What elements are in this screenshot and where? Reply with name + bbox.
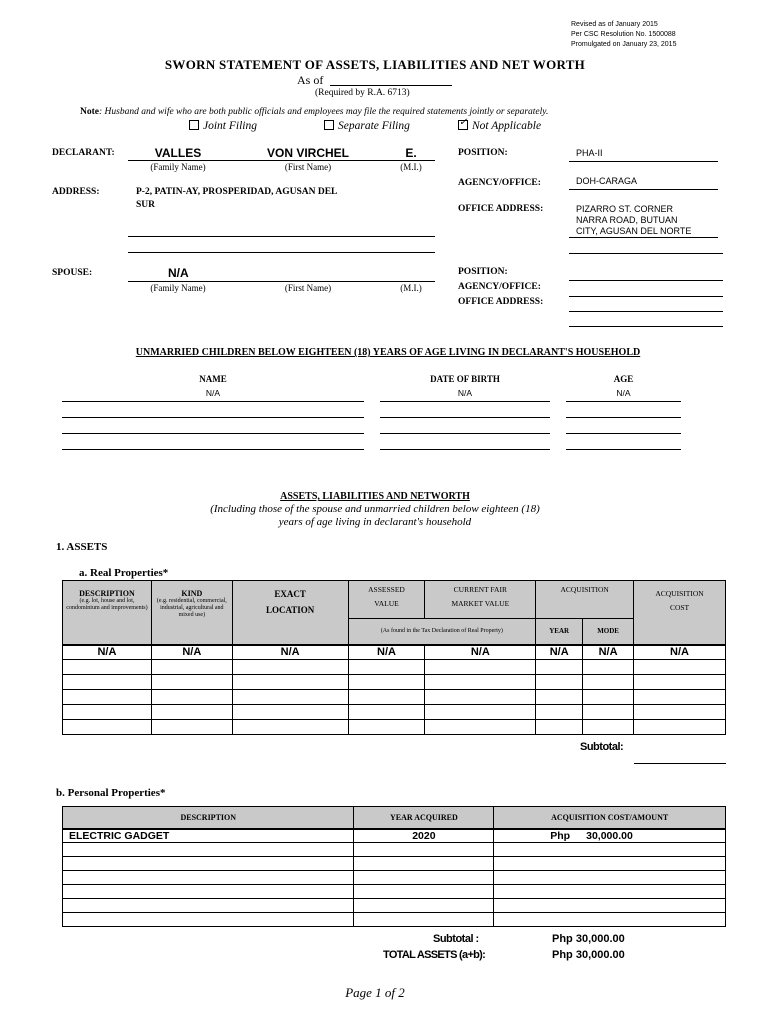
address-line-a	[128, 236, 435, 237]
office-address-label: OFFICE ADDRESS:	[458, 204, 544, 214]
real-mode-header: MODE	[583, 619, 634, 645]
spouse-first-caption: (First Name)	[284, 283, 332, 293]
table-row	[63, 690, 726, 705]
declarant-label: DECLARANT:	[52, 148, 115, 158]
spouse-family-caption: (Family Name)	[150, 283, 206, 293]
assets-heading: 1. ASSETS	[56, 541, 108, 553]
table-row	[63, 675, 726, 690]
real-cost-header: ACQUISITION COST	[634, 581, 726, 645]
spouse-agency-label: AGENCY/OFFICE:	[458, 282, 541, 292]
address-label: ADDRESS:	[52, 187, 100, 197]
not-applicable-option[interactable]: ✓ Not Applicable	[458, 120, 541, 132]
required-by: (Required by R.A. 6713)	[315, 88, 410, 98]
not-applicable-checkbox[interactable]	[458, 120, 468, 130]
declarant-first[interactable]: VON VIRCHEL	[266, 146, 349, 160]
first-caption: (First Name)	[284, 162, 332, 172]
real-properties-table	[62, 580, 726, 735]
alnw-sub-1: (Including those of the spouse and unmarried children below eighteen (18)	[210, 503, 540, 515]
table-row	[63, 705, 726, 720]
agency-line	[569, 189, 718, 190]
note-text: : Husband and wife who are both public officials and employees may file the required statements jointly or separately.	[99, 107, 549, 117]
address-line-1[interactable]: P-2, PATIN-AY, PROSPERIDAD, AGUSAN DEL	[136, 187, 338, 197]
address-line-2[interactable]: SUR	[136, 200, 156, 210]
children-age-value[interactable]: N/A	[616, 388, 631, 398]
separate-checkbox[interactable]	[324, 120, 334, 130]
spouse-agency-line[interactable]	[569, 296, 723, 297]
spouse-position-line[interactable]	[569, 280, 723, 281]
spouse-office-label: OFFICE ADDRESS:	[458, 297, 544, 307]
declarant-mi[interactable]: E.	[405, 146, 417, 160]
separate-filing-option[interactable]: Separate Filing	[324, 120, 410, 132]
table-row	[63, 871, 726, 885]
real-fair-header: CURRENT FAIR MARKET VALUE	[425, 581, 536, 619]
address-line-b	[128, 252, 435, 253]
real-location-header: EXACT LOCATION	[232, 581, 348, 645]
spouse-office-line-a[interactable]	[569, 311, 723, 312]
declarant-family[interactable]: VALLES	[154, 146, 202, 160]
resolution-text: Per CSC Resolution No. 1500088	[571, 31, 676, 38]
children-age-header: AGE	[613, 374, 634, 384]
table-row	[63, 660, 726, 675]
table-row	[63, 843, 726, 857]
alnw-title: ASSETS, LIABILITIES AND NETWORTH	[280, 491, 470, 502]
table-row: ELECTRIC GADGET 2020 Php 30,000.00	[63, 829, 726, 843]
agency-value[interactable]: DOH-CARAGA	[576, 176, 638, 186]
spouse-office-line-b[interactable]	[569, 326, 723, 327]
real-acq-header: ACQUISITION	[536, 581, 634, 619]
spouse-mi-caption: (M.I.)	[400, 283, 422, 293]
as-of-line[interactable]	[330, 85, 452, 86]
note	[80, 107, 548, 117]
table-row	[63, 720, 726, 735]
total-assets-value: Php 30,000.00	[552, 949, 625, 961]
position-line	[569, 161, 718, 162]
table-row: N/A N/A N/A N/A N/A N/A N/A N/A	[63, 645, 726, 660]
table-row	[63, 913, 726, 927]
table-row	[63, 899, 726, 913]
page-title: SWORN STATEMENT OF ASSETS, LIABILITIES AND NET WORTH	[164, 57, 586, 72]
personal-cost-header: ACQUISITION COST/AMOUNT	[494, 807, 726, 829]
position-label: POSITION:	[458, 148, 508, 158]
personal-properties-heading: b. Personal Properties*	[56, 787, 166, 799]
page-number: Page 1 of 2	[345, 985, 405, 1000]
table-row	[63, 885, 726, 899]
personal-subtotal-label: Subtotal :	[433, 933, 479, 945]
personal-desc-header: DESCRIPTION	[63, 807, 354, 829]
children-title: UNMARRIED CHILDREN BELOW EIGHTEEN (18) YEARS OF AGE LIVING IN DECLARANT'S HOUSEHOLD	[135, 347, 641, 358]
children-name-header: NAME	[199, 374, 227, 384]
office-address-value[interactable]: PIZARRO ST. CORNER NARRA ROAD, BUTUAN CITY, AGUSAN DEL NORTE	[576, 204, 692, 236]
real-subtotal-label: Subtotal:	[580, 741, 624, 753]
spouse-position-label: POSITION:	[458, 267, 508, 277]
personal-subtotal-value: Php 30,000.00	[552, 933, 625, 945]
real-year-header: YEAR	[536, 619, 583, 645]
real-properties-heading: a. Real Properties*	[79, 567, 169, 579]
revision-info	[571, 20, 676, 50]
agency-label: AGENCY/OFFICE:	[458, 178, 541, 188]
real-kind-header: KIND (e.g. residential, commercial, industrial, agricultural and mixed use)	[151, 581, 232, 645]
note-label: Note	[80, 107, 99, 117]
personal-year-header: YEAR ACQUIRED	[354, 807, 494, 829]
children-dob-header: DATE OF BIRTH	[430, 374, 500, 384]
position-value[interactable]: PHA-II	[576, 148, 603, 158]
joint-checkbox[interactable]	[189, 120, 199, 130]
table-row	[63, 857, 726, 871]
real-tax-note: (As found in the Tax Declaration of Real Property)	[348, 619, 536, 645]
declarant-line	[128, 160, 435, 161]
family-caption: (Family Name)	[150, 162, 206, 172]
spouse-value[interactable]: N/A	[168, 266, 189, 280]
office-line-a	[569, 237, 718, 238]
personal-properties-table	[62, 806, 726, 927]
as-of-label: As of	[297, 73, 324, 87]
real-desc-header: DESCRIPTION (e.g. lot, house and lot, condominium and improvements)	[63, 581, 152, 645]
spouse-label: SPOUSE:	[52, 268, 93, 278]
office-line-b	[569, 253, 723, 254]
alnw-sub-2: years of age living in declarant's household	[278, 516, 472, 528]
revised-text: Revised as of January 2015	[571, 21, 658, 28]
real-assessed-header: ASSESSED VALUE	[348, 581, 425, 619]
promulgated-text: Promulgated on January 23, 2015	[571, 41, 677, 48]
real-subtotal-line[interactable]	[634, 763, 726, 764]
joint-filing-option[interactable]: Joint Filing	[189, 120, 257, 132]
total-assets-label: TOTAL ASSETS (a+b):	[383, 949, 486, 961]
mi-caption: (M.I.)	[400, 162, 422, 172]
spouse-line	[128, 281, 435, 282]
children-dob-value[interactable]: N/A	[457, 388, 473, 398]
children-name-value[interactable]: N/A	[205, 388, 221, 398]
